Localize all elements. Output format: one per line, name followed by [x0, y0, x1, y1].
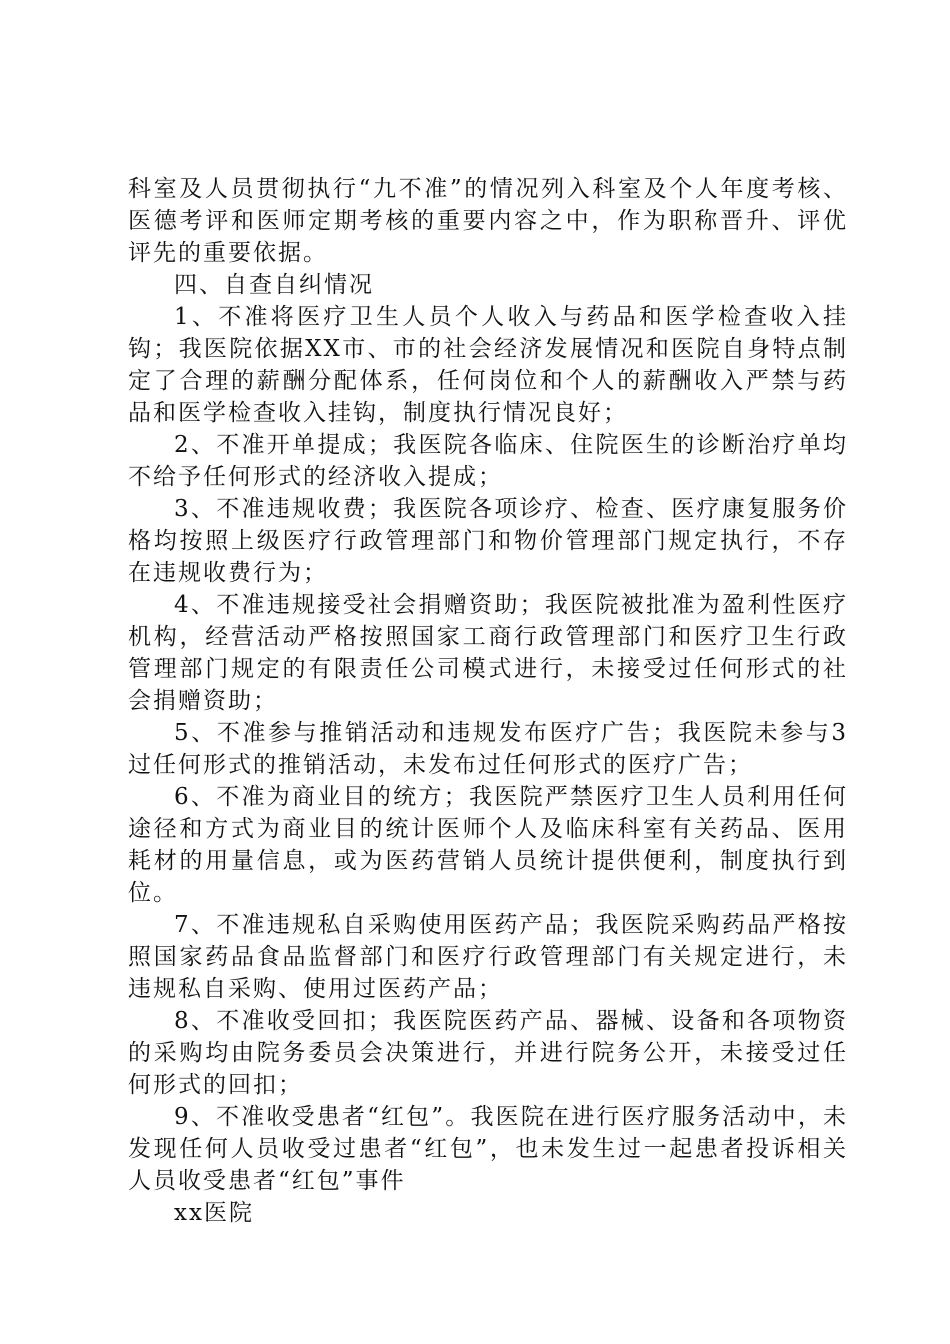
paragraph-item-5: 5、不准参与推销活动和违规发布医疗广告；我医院未参与3过任何形式的推销活动，未发布过任何形式的医疗广告； — [128, 720, 848, 778]
paragraph-item-6: 6、不准为商业目的统方；我医院严禁医疗卫生人员利用任何途径和方式为商业目的统计医师个人及临床科室有关药品、医用耗材的用量信息，或为医药营销人员统计提供便利，制度执行到位。 — [128, 784, 848, 906]
paragraph-item-1: 1、不准将医疗卫生人员个人收入与药品和医学检查收入挂钩；我医院依据XX市、市的社会经济发展情况和医院自身特点制定了合理的薪酬分配体系，任何岗位和个人的薪酬收入严禁与药品和医学检查收入挂钩，制度执行情况良好； — [128, 304, 848, 426]
paragraph-continuation: 科室及人员贯彻执行“九不准”的情况列入科室及个人年度考核、医德考评和医师定期考核的重要内容之中，作为职称晋升、评优评先的重要依据。 — [128, 176, 848, 266]
paragraph-item-7: 7、不准违规私自采购使用医药产品；我医院采购药品严格按照国家药品食品监督部门和医疗行政管理部门有关规定进行，未违规私自采购、使用过医药产品； — [128, 912, 848, 1002]
paragraph-item-3: 3、不准违规收费；我医院各项诊疗、检查、医疗康复服务价格均按照上级医疗行政管理部门和物价管理部门规定执行，不存在违规收费行为； — [128, 496, 848, 586]
signature-hospital: xx医院 — [174, 1200, 254, 1226]
paragraph-item-9: 9、不准收受患者“红包”。我医院在进行医疗服务活动中，未发现任何人员收受过患者“红包”，也未发生过一起患者投诉相关人员收受患者“红包”事件 — [128, 1104, 848, 1194]
section-heading-self-inspection: 四、自查自纠情况 — [174, 272, 374, 298]
paragraph-item-8: 8、不准收受回扣；我医院医药产品、器械、设备和各项物资的采购均由院务委员会决策进行，并进行院务公开，未接受过任何形式的回扣； — [128, 1008, 848, 1098]
paragraph-item-4: 4、不准违规接受社会捐赠资助；我医院被批准为盈利性医疗机构，经营活动严格按照国家工商行政管理部门和医疗卫生行政管理部门规定的有限责任公司模式进行，未接受过任何形式的社会捐赠资助； — [128, 592, 848, 714]
document-body — [128, 173, 848, 1229]
paragraph-item-2: 2、不准开单提成；我医院各临床、住院医生的诊断治疗单均不给予任何形式的经济收入提成； — [128, 432, 848, 490]
